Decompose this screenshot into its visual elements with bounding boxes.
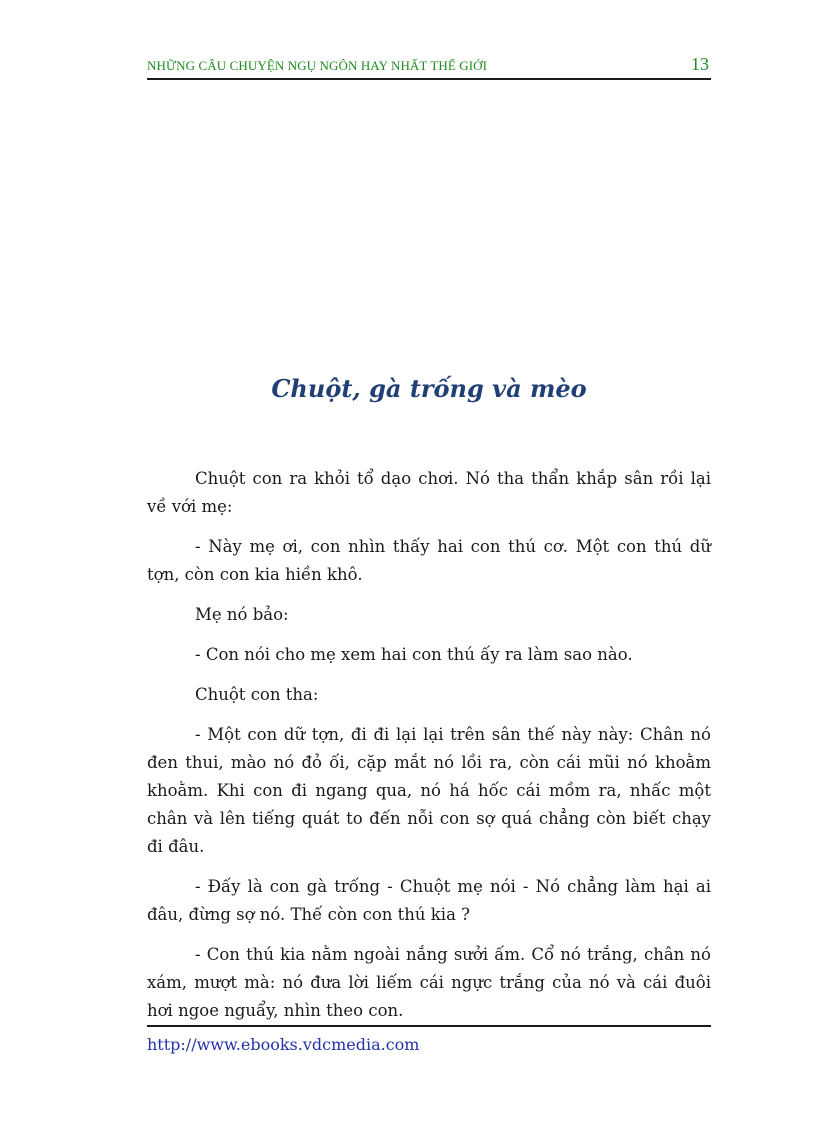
page-footer bbox=[147, 1025, 711, 1054]
paragraph: - Một con dữ tợn, đi đi lại lại trên sân thế này này: Chân nó đen thui, mào nó đỏ ối, cặp mắt nó lồi ra, còn cái mũi nó khoằm khoằm. Khi con đi ngang qua, nó há hốc cái mồm ra, nhấc một chân và lên tiếng quát to đến nỗi con sợ quá chẳng còn biết chạy đi đâu. bbox=[147, 725, 711, 856]
paragraph: - Con thú kia nằm ngoài nắng sưởi ấm. Cổ nó trắng, chân nó xám, mượt mà: nó đưa lời liếm cái ngực trắng của nó và cái đuôi hơi ngoe nguẩy, nhìn theo con. bbox=[147, 945, 711, 1020]
paragraph: - Con nói cho mẹ xem hai con thú ấy ra làm sao nào. bbox=[195, 645, 633, 664]
footer-website-link[interactable]: http://www.ebooks.vdcmedia.com bbox=[147, 1035, 420, 1054]
story-body bbox=[147, 465, 711, 1037]
paragraph: - Này mẹ ơi, con nhìn thấy hai con thú cơ. Một con thú dữ tợn, còn con kia hiền khô. bbox=[147, 537, 711, 584]
paragraph: - Đấy là con gà trống - Chuột mẹ nói - Nó chẳng làm hại ai đâu, đừng sợ nó. Thế còn con thú kia ? bbox=[147, 877, 711, 924]
running-header-title: NHỮNG CÂU CHUYỆN NGỤ NGÔN HAY NHẤT THẾ GIỚI bbox=[147, 58, 488, 73]
page-number: 13 bbox=[691, 54, 709, 74]
paragraph: Mẹ nó bảo: bbox=[195, 605, 289, 624]
page-header bbox=[147, 54, 711, 80]
paragraph: Chuột con tha: bbox=[195, 685, 319, 704]
story-title: Chuột, gà trống và mèo bbox=[271, 374, 587, 403]
paragraph: Chuột con ra khỏi tổ dạo chơi. Nó tha thẩn khắp sân rồi lại về với mẹ: bbox=[147, 469, 711, 516]
